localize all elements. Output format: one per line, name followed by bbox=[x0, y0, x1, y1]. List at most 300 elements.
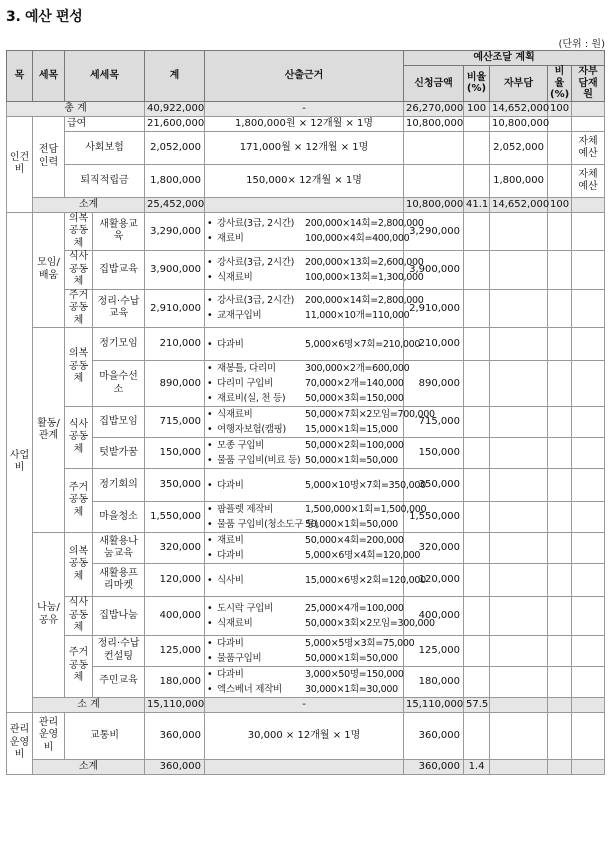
basis-calc: 5,000×6명×4회=120,000 bbox=[305, 550, 421, 561]
basis-item: 교재구입비 bbox=[217, 310, 262, 322]
basis-calc: 5,000×5명×3회=75,000 bbox=[305, 637, 415, 649]
row-self-source: 자체예산 bbox=[572, 131, 605, 164]
row-basis bbox=[205, 212, 424, 251]
row-amount: 2,910,000 bbox=[145, 289, 205, 328]
unit-label: (단위 : 원) bbox=[558, 39, 605, 50]
row-basis bbox=[205, 438, 404, 469]
basis-line bbox=[207, 391, 404, 406]
row-self bbox=[490, 502, 548, 533]
grand-total-amount: 40,922,000 bbox=[145, 101, 205, 116]
business-row bbox=[7, 212, 605, 251]
row-self-source bbox=[572, 361, 605, 407]
row-ratio1 bbox=[464, 666, 490, 697]
subtotal-amount: 360,000 bbox=[145, 759, 205, 774]
subtotal-request: 10,800,000 bbox=[404, 197, 464, 212]
row-self bbox=[490, 361, 548, 407]
row-request: 715,000 bbox=[404, 407, 464, 438]
basis-item: 물품 구입비(비료 등) bbox=[217, 455, 301, 466]
row-ratio2 bbox=[548, 666, 572, 697]
sesemok-name: 새활용프리마켓 bbox=[93, 564, 145, 597]
row-basis bbox=[205, 597, 435, 636]
semok-2: 나눔/공유 bbox=[33, 533, 65, 698]
business-row bbox=[7, 635, 605, 666]
row-self: 2,052,000 bbox=[490, 131, 548, 164]
bullet-icon: • bbox=[207, 504, 213, 515]
grand-total-label: 총 계 bbox=[7, 101, 145, 116]
bullet-icon: • bbox=[207, 295, 213, 307]
row-ratio1 bbox=[464, 164, 490, 197]
row-ratio1 bbox=[464, 289, 490, 328]
basis-calc: 5,000×6명×7회=210,000 bbox=[305, 338, 421, 350]
header-sesemok: 세세목 bbox=[65, 51, 145, 102]
grand-total-ratio1: 100 bbox=[464, 101, 490, 116]
subtotal-ratio1: 1.4 bbox=[464, 759, 490, 774]
row-request: 3,290,000 bbox=[404, 212, 464, 251]
business-row bbox=[7, 407, 605, 438]
semok-admin: 관리운영비 bbox=[33, 712, 65, 759]
header-total: 계 bbox=[145, 51, 205, 102]
basis-line bbox=[207, 533, 404, 548]
row-ratio1 bbox=[464, 597, 490, 636]
row-self bbox=[490, 407, 548, 438]
row-self bbox=[490, 533, 548, 564]
row-request bbox=[404, 131, 464, 164]
header-basis: 산출근거 bbox=[205, 51, 404, 102]
business-row bbox=[7, 438, 605, 469]
personnel-row-retirement bbox=[7, 164, 605, 197]
row-ratio1 bbox=[464, 564, 490, 597]
row-amount: 2,052,000 bbox=[145, 131, 205, 164]
basis-item: 다과비 bbox=[217, 479, 244, 491]
subtotal-amount: 25,452,000 bbox=[145, 197, 205, 212]
header-funding-plan: 예산조달 계획 bbox=[404, 51, 605, 66]
header-mok: 목 bbox=[7, 51, 33, 102]
subtotal-self: 14,652,000 bbox=[490, 197, 548, 212]
basis-line bbox=[207, 337, 421, 352]
bullet-icon: • bbox=[207, 363, 213, 374]
basis-line bbox=[207, 636, 415, 651]
row-self-source bbox=[572, 212, 605, 251]
basis-calc: 50,000×1회=50,000 bbox=[305, 455, 398, 466]
basis-calc: 50,000×4회=200,000 bbox=[305, 535, 404, 546]
row-amount: 1,550,000 bbox=[145, 502, 205, 533]
row-ratio2 bbox=[548, 289, 572, 328]
semok-1: 활동/관계 bbox=[33, 328, 65, 533]
row-request: 400,000 bbox=[404, 597, 464, 636]
header-request: 신청금액 bbox=[404, 66, 464, 102]
mok-personnel: 인건비 bbox=[7, 116, 33, 212]
basis-calc: 200,000×14회=2,800,000 bbox=[305, 218, 424, 230]
row-self-source bbox=[572, 564, 605, 597]
row-amount: 1,800,000 bbox=[145, 164, 205, 197]
admin-row-transport bbox=[7, 712, 605, 759]
row-self-source bbox=[572, 289, 605, 328]
subtotal-source bbox=[572, 197, 605, 212]
mok-admin: 관리운영비 bbox=[7, 712, 33, 774]
row-amount: 350,000 bbox=[145, 469, 205, 502]
business-row bbox=[7, 469, 605, 502]
subtotal-source bbox=[572, 759, 605, 774]
business-subtotal-row bbox=[7, 697, 605, 712]
basis-item: 모종 구입비 bbox=[217, 440, 265, 451]
subtotal-label: 소계 bbox=[33, 759, 145, 774]
row-ratio2 bbox=[548, 635, 572, 666]
bullet-icon: • bbox=[207, 617, 213, 629]
basis-calc: 50,000×7회×2모임=700,000 bbox=[305, 409, 435, 420]
basis-item: 강사료(3급, 2시간) bbox=[217, 256, 295, 268]
row-request: 2,910,000 bbox=[404, 289, 464, 328]
basis-calc: 100,000×13회=1,300,000 bbox=[305, 271, 424, 283]
sesemok-name: 마을수선소 bbox=[93, 361, 145, 407]
row-amount: 120,000 bbox=[145, 564, 205, 597]
business-row bbox=[7, 502, 605, 533]
row-amount: 180,000 bbox=[145, 666, 205, 697]
row-request: 890,000 bbox=[404, 361, 464, 407]
basis-line bbox=[207, 573, 426, 588]
row-self bbox=[490, 597, 548, 636]
business-row bbox=[7, 289, 605, 328]
basis-calc: 5,000×10명×7회=350,000 bbox=[305, 479, 426, 491]
row-basis bbox=[205, 289, 424, 328]
basis-calc: 50,000×1회=50,000 bbox=[305, 652, 398, 664]
basis-calc: 200,000×14회=2,800,000 bbox=[305, 295, 424, 307]
basis-calc: 15,000×6명×2회=120,000 bbox=[305, 574, 426, 586]
row-basis: 30,000 × 12개월 × 1명 bbox=[205, 712, 404, 759]
basis-calc: 300,000×2개=600,000 bbox=[305, 363, 410, 374]
row-ratio1 bbox=[464, 328, 490, 361]
bullet-icon: • bbox=[207, 668, 213, 680]
basis-line bbox=[207, 308, 410, 323]
bullet-icon: • bbox=[207, 378, 213, 389]
row-ratio2 bbox=[548, 116, 572, 131]
sesemok-name: 정기모임 bbox=[93, 328, 145, 361]
community-label: 의복공동체 bbox=[65, 533, 93, 597]
row-ratio2 bbox=[548, 212, 572, 251]
personnel-row-salary bbox=[7, 116, 605, 131]
basis-item: 강사료(3급, 2시간) bbox=[217, 218, 295, 230]
row-ratio2 bbox=[548, 533, 572, 564]
row-self bbox=[490, 469, 548, 502]
bullet-icon: • bbox=[207, 479, 213, 491]
row-request: 125,000 bbox=[404, 635, 464, 666]
subtotal-ratio1: 57.5 bbox=[464, 697, 490, 712]
row-amount: 21,600,000 bbox=[145, 116, 205, 131]
row-basis bbox=[205, 407, 435, 438]
basis-item: 물품구입비 bbox=[217, 652, 262, 664]
basis-item: 다과비 bbox=[217, 637, 244, 649]
row-ratio2 bbox=[548, 469, 572, 502]
row-ratio2 bbox=[548, 438, 572, 469]
sesemok-name: 정기회의 bbox=[93, 469, 145, 502]
sesemok-name: 퇴직적립금 bbox=[65, 164, 145, 197]
subtotal-ratio2 bbox=[548, 697, 572, 712]
grand-total-request: 26,270,000 bbox=[404, 101, 464, 116]
row-request: 360,000 bbox=[404, 712, 464, 759]
business-row bbox=[7, 564, 605, 597]
sesemok-name: 새활용나눔교육 bbox=[93, 533, 145, 564]
row-ratio2 bbox=[548, 597, 572, 636]
subtotal-label: 소 계 bbox=[33, 697, 145, 712]
subtotal-request: 360,000 bbox=[404, 759, 464, 774]
bullet-icon: • bbox=[207, 535, 213, 546]
basis-item: 엑스베너 제작비 bbox=[217, 683, 282, 695]
semok-0: 모임/배움 bbox=[33, 212, 65, 328]
row-basis bbox=[205, 502, 427, 533]
row-request: 320,000 bbox=[404, 533, 464, 564]
basis-line bbox=[207, 376, 404, 391]
bullet-icon: • bbox=[207, 256, 213, 268]
row-self bbox=[490, 666, 548, 697]
row-self-source bbox=[572, 533, 605, 564]
bullet-icon: • bbox=[207, 233, 213, 245]
basis-item: 식사비 bbox=[217, 574, 244, 586]
row-request: 350,000 bbox=[404, 469, 464, 502]
basis-line bbox=[207, 255, 424, 270]
basis-item: 다과비 bbox=[217, 338, 244, 350]
row-ratio2 bbox=[548, 131, 572, 164]
basis-calc: 50,000×1회=50,000 bbox=[305, 519, 398, 530]
business-row bbox=[7, 666, 605, 697]
subtotal-self bbox=[490, 697, 548, 712]
basis-line bbox=[207, 438, 404, 453]
row-self-source bbox=[572, 116, 605, 131]
row-ratio2 bbox=[548, 361, 572, 407]
basis-item: 재료비 bbox=[217, 535, 244, 546]
bullet-icon: • bbox=[207, 218, 213, 230]
basis-line bbox=[207, 453, 401, 468]
budget-table bbox=[6, 50, 605, 775]
budget-body bbox=[7, 101, 605, 774]
community-label: 주거공동체 bbox=[65, 635, 93, 697]
basis-item: 재료비(실, 천 등) bbox=[217, 393, 286, 404]
community-label: 식사공동체 bbox=[65, 251, 93, 290]
basis-item: 물품 구입비(청소도구 등) bbox=[217, 519, 319, 530]
row-amount: 3,900,000 bbox=[145, 251, 205, 290]
row-self-source bbox=[572, 635, 605, 666]
basis-calc: 15,000×1회=15,000 bbox=[305, 424, 398, 435]
row-ratio1 bbox=[464, 407, 490, 438]
row-ratio2 bbox=[548, 502, 572, 533]
row-amount: 890,000 bbox=[145, 361, 205, 407]
business-row bbox=[7, 533, 605, 564]
basis-line bbox=[207, 667, 404, 682]
row-ratio1 bbox=[464, 361, 490, 407]
row-basis: 1,800,000원 × 12개월 × 1명 bbox=[205, 116, 404, 131]
row-basis bbox=[205, 251, 424, 290]
sesemok-name: 새활용교육 bbox=[93, 212, 145, 251]
basis-item: 도시락 구입비 bbox=[217, 602, 273, 614]
row-self bbox=[490, 289, 548, 328]
row-self: 1,800,000 bbox=[490, 164, 548, 197]
mok-business: 사업비 bbox=[7, 212, 33, 712]
bullet-icon: • bbox=[207, 683, 213, 695]
community-label: 의복공동체 bbox=[65, 328, 93, 407]
row-ratio2 bbox=[548, 564, 572, 597]
basis-item: 재봉틀, 다리미 bbox=[217, 363, 276, 374]
subtotal-ratio1: 41.1 bbox=[464, 197, 490, 212]
business-row bbox=[7, 597, 605, 636]
row-amount: 320,000 bbox=[145, 533, 205, 564]
bullet-icon: • bbox=[207, 338, 213, 350]
row-self: 10,800,000 bbox=[490, 116, 548, 131]
bullet-icon: • bbox=[207, 519, 213, 530]
basis-line bbox=[207, 517, 401, 532]
bullet-icon: • bbox=[207, 455, 213, 466]
row-ratio2 bbox=[548, 712, 572, 759]
basis-item: 식재료비 bbox=[217, 617, 253, 629]
sesemok-name: 집밥모임 bbox=[93, 407, 145, 438]
subtotal-label: 소계 bbox=[33, 197, 145, 212]
row-self-source bbox=[572, 438, 605, 469]
row-amount: 125,000 bbox=[145, 635, 205, 666]
basis-calc: 25,000×4개=100,000 bbox=[305, 602, 404, 614]
sesemok-name: 급여 bbox=[65, 116, 145, 131]
basis-calc: 30,000×1회=30,000 bbox=[305, 683, 398, 695]
row-basis bbox=[205, 635, 415, 666]
row-ratio1 bbox=[464, 502, 490, 533]
bullet-icon: • bbox=[207, 424, 213, 435]
basis-line bbox=[207, 293, 424, 308]
row-request: 120,000 bbox=[404, 564, 464, 597]
basis-item: 여행자보험(캠핑) bbox=[217, 424, 286, 435]
row-amount: 210,000 bbox=[145, 328, 205, 361]
sesemok-name: 집밥교육 bbox=[93, 251, 145, 290]
row-ratio1 bbox=[464, 212, 490, 251]
row-basis bbox=[205, 328, 421, 361]
basis-line bbox=[207, 478, 426, 493]
basis-calc: 50,000×3회×2모임=300,000 bbox=[305, 617, 435, 629]
bullet-icon: • bbox=[207, 637, 213, 649]
basis-line bbox=[207, 422, 401, 437]
subtotal-ratio2: 100 bbox=[548, 197, 572, 212]
row-self bbox=[490, 212, 548, 251]
grand-total-basis: - bbox=[205, 101, 404, 116]
admin-subtotal-row bbox=[7, 759, 605, 774]
basis-calc: 100,000×4회=400,000 bbox=[305, 233, 410, 245]
row-self-source bbox=[572, 597, 605, 636]
basis-line bbox=[207, 270, 424, 285]
subtotal-source bbox=[572, 697, 605, 712]
row-request bbox=[404, 164, 464, 197]
basis-calc: 50,000×2회=100,000 bbox=[305, 440, 404, 451]
header-semok: 세목 bbox=[33, 51, 65, 102]
row-request: 150,000 bbox=[404, 438, 464, 469]
grand-total-self: 14,652,000 bbox=[490, 101, 548, 116]
row-amount: 715,000 bbox=[145, 407, 205, 438]
sesemok-name: 주민교육 bbox=[93, 666, 145, 697]
row-self bbox=[490, 712, 548, 759]
row-ratio1 bbox=[464, 712, 490, 759]
basis-calc: 3,000×50명=150,000 bbox=[305, 668, 404, 680]
bullet-icon: • bbox=[207, 393, 213, 404]
row-ratio1 bbox=[464, 131, 490, 164]
row-amount: 150,000 bbox=[145, 438, 205, 469]
row-ratio1 bbox=[464, 533, 490, 564]
row-self bbox=[490, 251, 548, 290]
row-amount: 360,000 bbox=[145, 712, 205, 759]
row-basis bbox=[205, 361, 410, 407]
subtotal-ratio2 bbox=[548, 759, 572, 774]
row-ratio1 bbox=[464, 469, 490, 502]
row-self-source bbox=[572, 251, 605, 290]
row-ratio1 bbox=[464, 116, 490, 131]
row-basis: 150,000× 12개월 × 1명 bbox=[205, 164, 404, 197]
bullet-icon: • bbox=[207, 602, 213, 614]
basis-line bbox=[207, 682, 401, 697]
row-self-source: 자체예산 bbox=[572, 164, 605, 197]
basis-line bbox=[207, 407, 435, 422]
sesemok-name: 정리·수납컨설팅 bbox=[93, 635, 145, 666]
bullet-icon: • bbox=[207, 310, 213, 322]
sesemok-name: 정리·수납교육 bbox=[93, 289, 145, 328]
basis-item: 다과비 bbox=[217, 668, 244, 680]
row-basis bbox=[205, 666, 404, 697]
row-ratio1 bbox=[464, 635, 490, 666]
row-amount: 3,290,000 bbox=[145, 212, 205, 251]
community-label: 식사공동체 bbox=[65, 407, 93, 469]
subtotal-amount: 15,110,000 bbox=[145, 697, 205, 712]
basis-item: 식재료비 bbox=[217, 409, 253, 420]
basis-calc: 200,000×13회=2,600,000 bbox=[305, 256, 424, 268]
basis-line bbox=[207, 361, 410, 376]
row-basis: 171,000월 × 12개월 × 1명 bbox=[205, 131, 404, 164]
business-row bbox=[7, 328, 605, 361]
row-ratio2 bbox=[548, 407, 572, 438]
row-ratio1 bbox=[464, 251, 490, 290]
row-self bbox=[490, 564, 548, 597]
subtotal-self bbox=[490, 759, 548, 774]
personnel-subtotal-row bbox=[7, 197, 605, 212]
bullet-icon: • bbox=[207, 409, 213, 420]
row-request: 1,550,000 bbox=[404, 502, 464, 533]
community-label: 주거공동체 bbox=[65, 469, 93, 533]
row-basis bbox=[205, 469, 426, 502]
grand-total-ratio2: 100 bbox=[548, 101, 572, 116]
community-label: 주거공동체 bbox=[65, 289, 93, 328]
row-ratio2 bbox=[548, 251, 572, 290]
basis-line bbox=[207, 502, 427, 517]
row-self-source bbox=[572, 712, 605, 759]
basis-line bbox=[207, 651, 401, 666]
basis-calc: 1,500,000×1회=1,500,000 bbox=[305, 504, 427, 515]
basis-item: 식재료비 bbox=[217, 271, 253, 283]
subtotal-request: 15,110,000 bbox=[404, 697, 464, 712]
row-self bbox=[490, 635, 548, 666]
row-self-source bbox=[572, 407, 605, 438]
bullet-icon: • bbox=[207, 440, 213, 451]
community-label: 식사공동체 bbox=[65, 597, 93, 636]
row-self bbox=[490, 328, 548, 361]
sesemok-name: 사회보험 bbox=[65, 131, 145, 164]
row-ratio2 bbox=[548, 328, 572, 361]
grand-total-row bbox=[7, 101, 605, 116]
row-self-source bbox=[572, 469, 605, 502]
row-request: 180,000 bbox=[404, 666, 464, 697]
row-ratio1 bbox=[464, 438, 490, 469]
basis-calc: 50,000×3회=150,000 bbox=[305, 393, 404, 404]
semok-personnel: 전담인력 bbox=[33, 116, 65, 197]
basis-line bbox=[207, 216, 424, 231]
row-request: 10,800,000 bbox=[404, 116, 464, 131]
section-title: 3. 예산 편성 bbox=[6, 9, 83, 25]
basis-calc: 70,000×2개=140,000 bbox=[305, 378, 404, 389]
business-row bbox=[7, 251, 605, 290]
basis-item: 다리미 구입비 bbox=[217, 378, 273, 389]
grand-total-source bbox=[572, 101, 605, 116]
basis-item: 강사료(3급, 2시간) bbox=[217, 295, 295, 307]
row-self-source bbox=[572, 502, 605, 533]
basis-item: 팜플렛 제작비 bbox=[217, 504, 273, 515]
